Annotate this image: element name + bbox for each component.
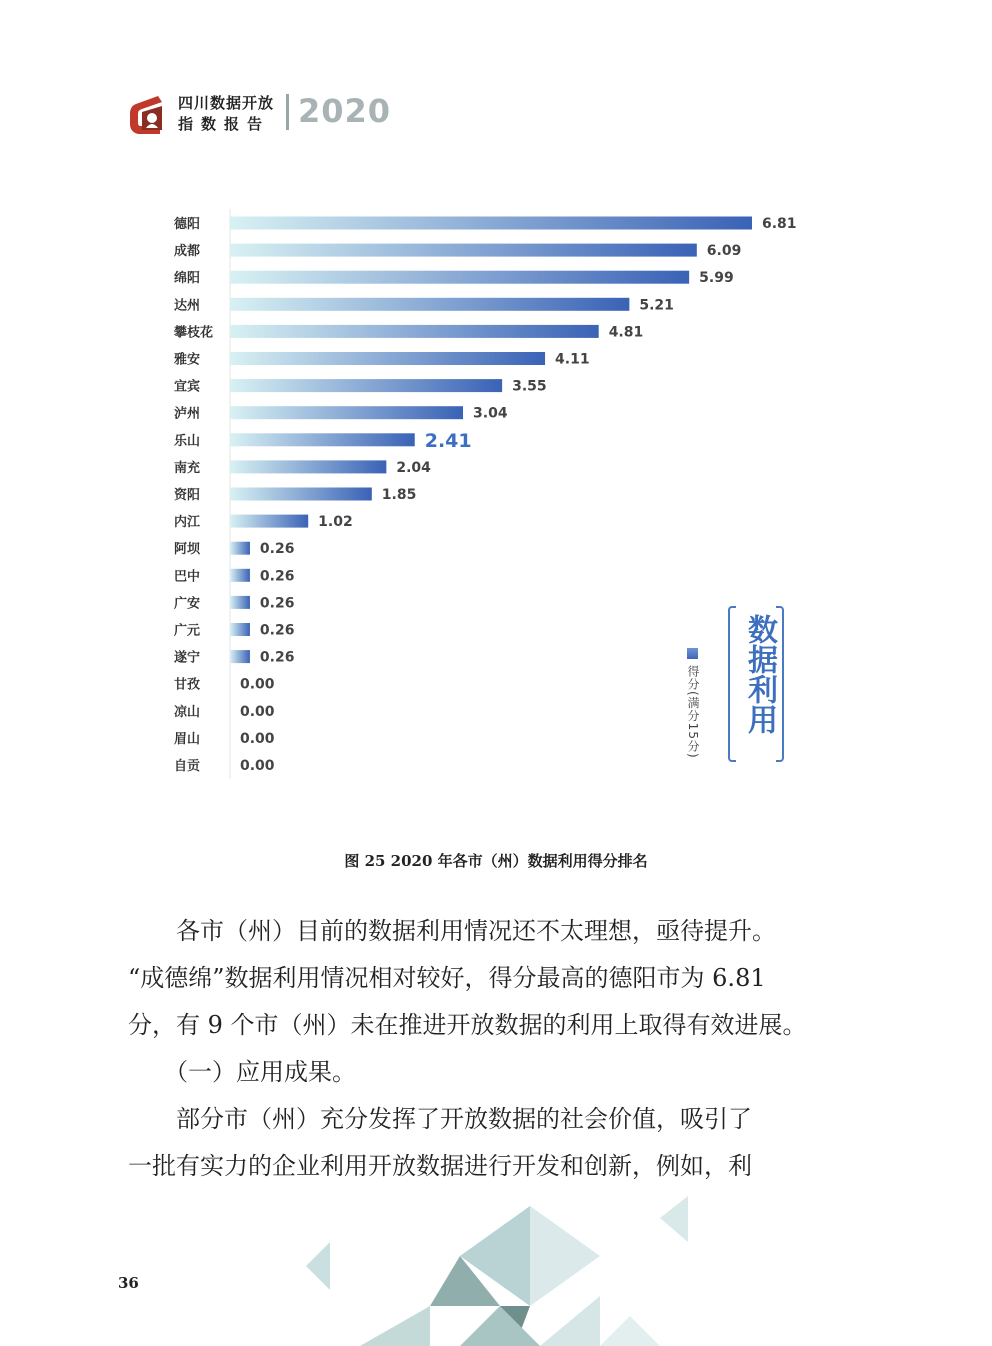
category-label: 泸州 <box>174 406 201 422</box>
value-label: 1.85 <box>381 487 417 503</box>
value-label: 0.00 <box>240 676 275 693</box>
score-ranking-chart <box>160 205 820 785</box>
bar <box>230 244 697 257</box>
brand-subtitle: 指数报告 <box>178 115 271 133</box>
body-line: “成德绵”数据利用情况相对较好，得分最高的德阳市为 6.81 <box>128 964 766 992</box>
bar <box>230 542 250 555</box>
value-label: 2.04 <box>396 459 431 476</box>
report-header <box>128 88 392 140</box>
category-label: 凉山 <box>174 704 201 720</box>
category-label: 内江 <box>174 515 201 531</box>
value-label: 5.21 <box>639 297 674 314</box>
category-label: 雅安 <box>174 352 201 368</box>
body-line: 分，有 9 个市（州）未在推进开放数据的利用上取得有效进展。 <box>128 1011 807 1039</box>
bar <box>230 217 752 230</box>
value-label: 0.26 <box>259 595 295 612</box>
section-heading: （一）应用成果。 <box>128 1058 356 1086</box>
bar <box>230 596 250 609</box>
decorative-triangles <box>300 1196 700 1346</box>
bar <box>230 352 545 365</box>
value-label: 0.26 <box>259 649 295 666</box>
category-label: 资阳 <box>174 488 201 503</box>
figure-caption: 图 25 2020 年各市（州）数据利用得分排名 <box>344 852 648 870</box>
bar <box>230 515 308 528</box>
category-label: 甘孜 <box>174 677 201 693</box>
bar <box>230 569 250 582</box>
bar <box>230 298 629 311</box>
brand-title: 四川数据开放 <box>178 94 275 112</box>
side-title-text: 数据利用 <box>742 614 777 734</box>
bar <box>230 379 502 392</box>
bar <box>230 650 250 663</box>
bar <box>230 623 250 636</box>
report-logo-icon <box>128 90 170 138</box>
value-label: 0.26 <box>259 541 295 558</box>
category-label: 广元 <box>174 623 201 639</box>
body-line: 部分市（州）充分发挥了开放数据的社会价值，吸引了 <box>128 1105 752 1133</box>
value-label: 0.00 <box>240 730 275 747</box>
body-line: 各市（州）目前的数据利用情况还不太理想，亟待提升。 <box>128 917 776 945</box>
value-label: 0.26 <box>259 568 295 585</box>
body-line: 一批有实力的企业利用开放数据进行开发和创新，例如，利 <box>128 1152 752 1180</box>
bar <box>230 325 599 338</box>
value-label-highlight: 2.41 <box>424 429 472 452</box>
category-label: 自贡 <box>174 759 201 774</box>
value-label: 1.02 <box>318 514 353 531</box>
value-label: 6.81 <box>762 216 797 232</box>
value-label: 0.26 <box>259 622 295 639</box>
bar <box>230 433 415 446</box>
section-side-title <box>728 606 788 764</box>
bar <box>230 488 372 501</box>
category-label: 成都 <box>174 244 201 260</box>
legend-swatch <box>687 648 698 659</box>
value-label: 4.11 <box>555 351 590 368</box>
bar <box>230 271 689 284</box>
value-label: 3.55 <box>512 378 547 395</box>
category-label: 眉山 <box>174 731 201 747</box>
category-label: 遂宁 <box>174 650 201 666</box>
chart-legend <box>683 648 703 768</box>
category-label: 南充 <box>174 460 201 476</box>
category-label: 阿坝 <box>174 542 201 558</box>
bar <box>230 406 463 419</box>
bar <box>230 460 386 473</box>
value-label: 0.00 <box>240 758 275 774</box>
value-label: 6.09 <box>706 243 742 260</box>
brand-year: 2020 <box>298 92 392 130</box>
page-number: 36 <box>118 1274 139 1292</box>
category-label: 攀枝花 <box>174 325 214 341</box>
legend-label: 得分(满分15分) <box>686 665 700 759</box>
value-label: 0.00 <box>240 703 275 720</box>
category-label: 巴中 <box>174 569 201 585</box>
category-label: 广安 <box>174 596 201 612</box>
value-label: 4.81 <box>608 324 644 341</box>
value-label: 5.99 <box>699 270 734 287</box>
category-label: 宜宾 <box>174 379 201 395</box>
category-label: 乐山 <box>174 433 201 449</box>
value-label: 3.04 <box>473 405 508 422</box>
category-label: 绵阳 <box>174 271 201 287</box>
category-label: 达州 <box>174 298 201 314</box>
body-paragraph-1 <box>128 908 848 1049</box>
bar-chart-svg <box>160 205 820 785</box>
category-label: 德阳 <box>174 217 201 232</box>
body-paragraph-2 <box>128 1096 848 1190</box>
brand-divider <box>286 94 289 130</box>
